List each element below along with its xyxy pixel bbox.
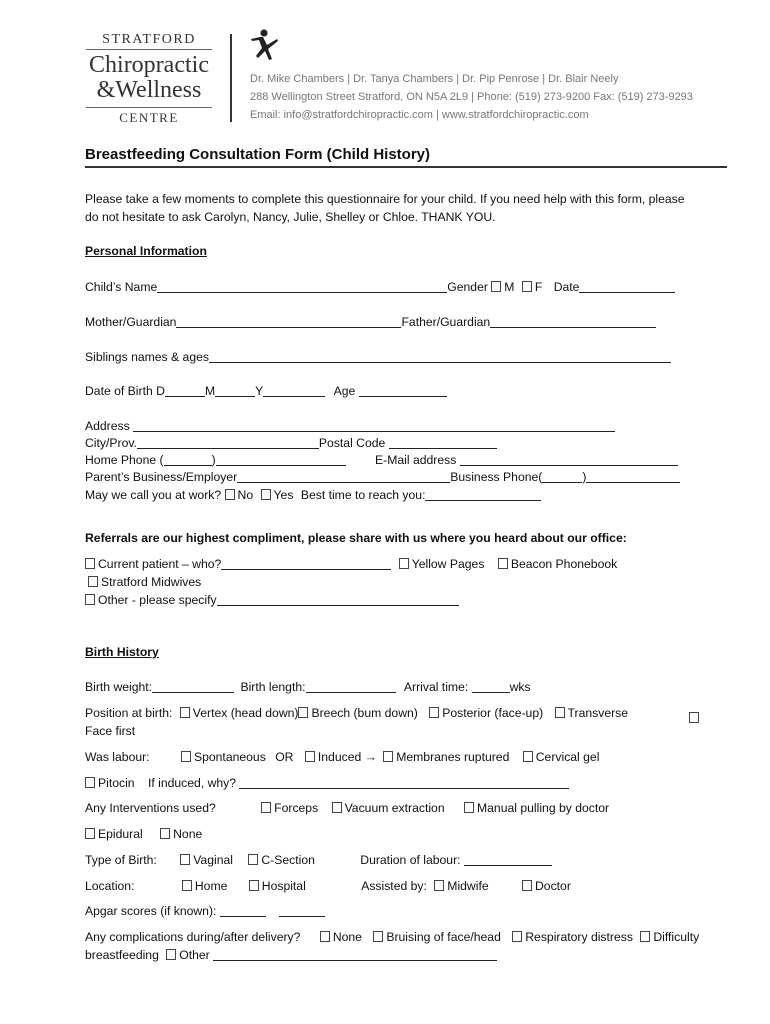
induced-label: Induced → <box>317 750 377 764</box>
call-work-no-label: No <box>237 488 254 502</box>
none-intervention-label: None <box>173 827 203 841</box>
birth-weight-label: Birth weight: <box>85 680 153 694</box>
complications-row <box>85 930 699 944</box>
call-work-no-checkbox[interactable] <box>225 489 235 500</box>
if-induced-field[interactable] <box>239 777 569 789</box>
vaginal-label: Vaginal <box>193 853 233 867</box>
call-work-label: May we call you at work? <box>85 488 222 502</box>
dob-label: Date of Birth D <box>85 384 165 398</box>
address-row <box>85 419 615 433</box>
childs-name-row <box>85 280 675 294</box>
clinic-address: 288 Wellington Street Stratford, ON N5A 2L9 | Phone: (519) 273-9200 Fax: (519) 273-9293 <box>250 91 693 103</box>
manual-label: Manual pulling by doctor <box>477 801 610 815</box>
difficulty-checkbox[interactable] <box>640 931 650 942</box>
face-first-checkbox-wrap <box>689 709 702 727</box>
home-label: Home <box>194 879 228 893</box>
parents-row <box>85 315 656 329</box>
current-patient-checkbox[interactable] <box>85 558 95 569</box>
dob-y-label: Y <box>255 384 264 398</box>
city-field[interactable] <box>137 437 319 449</box>
age-label: Age <box>333 384 356 398</box>
birth-length-field[interactable] <box>306 681 396 693</box>
labour-row <box>85 750 599 764</box>
home-checkbox[interactable] <box>182 880 192 891</box>
membranes-label: Membranes ruptured <box>396 750 510 764</box>
manual-checkbox[interactable] <box>464 802 474 813</box>
siblings-row <box>85 350 671 364</box>
epidural-row <box>85 827 202 841</box>
current-patient-label: Current patient – who? <box>98 557 222 571</box>
father-field[interactable] <box>490 316 656 328</box>
email-label: E-Mail address <box>375 453 457 467</box>
business-row <box>85 470 680 484</box>
midwives-checkbox[interactable] <box>88 576 98 587</box>
call-work-yes-label: Yes <box>273 488 294 502</box>
face-first-checkbox[interactable] <box>689 712 699 723</box>
clinic-contact: Email: info@stratfordchiropractic.com | www.stratfordchiropractic.com <box>250 109 589 121</box>
address-label: Address <box>85 419 130 433</box>
dob-m-label: M <box>204 384 216 398</box>
home-phone-paren: ) <box>211 453 216 467</box>
complications-label: Any complications during/after delivery? <box>85 930 301 944</box>
doctor-label: Doctor <box>535 879 571 893</box>
intro-line-2: do not hesitate to ask Carolyn, Nancy, Julie, Shelley or Chloe. THANK YOU. <box>85 210 496 224</box>
home-phone-field[interactable] <box>216 454 346 466</box>
arrival-field[interactable] <box>472 681 510 693</box>
business-phone-paren: ) <box>582 470 587 484</box>
cervical-label: Cervical gel <box>535 750 600 764</box>
referrals-row-2 <box>88 575 201 589</box>
vaginal-checkbox[interactable] <box>180 854 190 865</box>
transverse-checkbox[interactable] <box>555 707 565 718</box>
pitocin-label: Pitocin <box>98 776 135 790</box>
location-row <box>85 879 571 893</box>
spontaneous-checkbox[interactable] <box>181 751 191 762</box>
home-phone-area-field[interactable] <box>164 454 212 466</box>
mother-label: Mother/Guardian <box>85 315 177 329</box>
other-referral-label: Other - please specify <box>98 593 217 607</box>
apgar-1-field[interactable] <box>220 905 266 917</box>
difficulty-label: Difficulty <box>653 930 700 944</box>
siblings-field[interactable] <box>209 351 671 363</box>
interventions-label: Any Interventions used? <box>85 801 216 815</box>
date-label: Date <box>553 280 580 294</box>
best-time-field[interactable] <box>425 489 541 501</box>
intro-line-1: Please take a few moments to complete this questionnaire for your child. If you need help with this form, please <box>85 192 685 206</box>
age-field[interactable] <box>359 385 447 397</box>
dob-row <box>85 384 447 398</box>
position-label: Position at birth: <box>85 706 173 720</box>
date-field[interactable] <box>579 281 675 293</box>
bruising-label: Bruising of face/head <box>386 930 501 944</box>
gender-label: Gender <box>447 280 488 294</box>
childs-name-label: Child’s Name <box>85 280 158 294</box>
title-rule <box>85 166 727 168</box>
comp-other-field[interactable] <box>213 949 497 961</box>
call-work-row <box>85 488 541 502</box>
midwives-label: Stratford Midwives <box>101 575 202 589</box>
arrival-label: Arrival time: <box>403 680 469 694</box>
apgar-row <box>85 904 325 918</box>
location-label: Location: <box>85 879 135 893</box>
induced-checkbox[interactable] <box>305 751 315 762</box>
clinic-logo <box>86 32 212 126</box>
breech-checkbox[interactable] <box>298 707 308 718</box>
comp-none-checkbox[interactable] <box>320 931 330 942</box>
city-row <box>85 436 497 450</box>
cervical-checkbox[interactable] <box>523 751 533 762</box>
beacon-label: Beacon Phonebook <box>510 557 618 571</box>
dob-day-field[interactable] <box>165 385 205 397</box>
forceps-checkbox[interactable] <box>261 802 271 813</box>
apgar-label: Apgar scores (if known): <box>85 904 217 918</box>
forceps-label: Forceps <box>274 801 319 815</box>
home-phone-row <box>85 453 678 467</box>
csection-label: C-Section <box>261 853 315 867</box>
logo-line-stratford: STRATFORD <box>86 32 212 50</box>
midwife-checkbox[interactable] <box>434 880 444 891</box>
apgar-2-field[interactable] <box>279 905 325 917</box>
yellow-pages-label: Yellow Pages <box>411 557 485 571</box>
epidural-label: Epidural <box>98 827 143 841</box>
birth-history-heading: Birth History <box>85 645 159 659</box>
pitocin-checkbox[interactable] <box>85 777 95 788</box>
doctor-checkbox[interactable] <box>522 880 532 891</box>
referrals-row-1 <box>85 557 617 571</box>
wks-label: wks <box>509 680 531 694</box>
gender-f-checkbox[interactable] <box>522 281 532 292</box>
birth-length-label: Birth length: <box>240 680 306 694</box>
if-induced-label: If induced, why? <box>147 776 237 790</box>
or-label: OR <box>275 750 294 764</box>
breech-label: Breech (bum down) <box>311 706 418 720</box>
yellow-pages-checkbox[interactable] <box>399 558 409 569</box>
duration-field[interactable] <box>464 854 552 866</box>
birth-measure-row <box>85 680 531 694</box>
duration-label: Duration of labour: <box>360 853 461 867</box>
vertex-label: Vertex (head down) <box>192 706 299 720</box>
comp-none-label: None <box>332 930 362 944</box>
form-title: Breastfeeding Consultation Form (Child History) <box>85 146 431 163</box>
logo-line-chiropractic: Chiropractic <box>89 52 209 78</box>
membranes-checkbox[interactable] <box>383 751 393 762</box>
gender-m-label: M <box>504 280 515 294</box>
gender-m-checkbox[interactable] <box>491 281 501 292</box>
business-phone-area-field[interactable] <box>542 471 582 483</box>
bruising-checkbox[interactable] <box>373 931 383 942</box>
hospital-checkbox[interactable] <box>249 880 259 891</box>
csection-checkbox[interactable] <box>248 854 258 865</box>
comp-other-label: Other <box>179 948 210 962</box>
birth-weight-field[interactable] <box>152 681 234 693</box>
header-divider <box>230 34 232 122</box>
assisted-label: Assisted by: <box>361 879 427 893</box>
current-patient-field[interactable] <box>221 558 391 570</box>
email-field[interactable] <box>460 454 678 466</box>
none-intervention-checkbox[interactable] <box>160 828 170 839</box>
referrals-heading: Referrals are our highest compliment, please share with us where you heard about our office: <box>85 531 627 545</box>
position-row <box>85 706 628 720</box>
breastfeeding-label: breastfeeding <box>85 948 159 962</box>
birth-type-label: Type of Birth: <box>85 853 157 867</box>
martial-arts-figure-icon <box>250 28 286 62</box>
referrals-row-3 <box>85 593 459 607</box>
labour-label: Was labour: <box>85 750 150 764</box>
personal-info-heading: Personal Information <box>85 244 207 258</box>
logo-line-centre: CENTRE <box>86 107 212 126</box>
doctor-list: Dr. Mike Chambers | Dr. Tanya Chambers | Dr. Pip Penrose | Dr. Blair Neely <box>250 73 619 85</box>
epidural-checkbox[interactable] <box>85 828 95 839</box>
other-referral-checkbox[interactable] <box>85 594 95 605</box>
siblings-label: Siblings names & ages <box>85 350 209 364</box>
vertex-checkbox[interactable] <box>180 707 190 718</box>
other-referral-field[interactable] <box>217 594 459 606</box>
father-label: Father/Guardian <box>401 315 491 329</box>
city-label: City/Prov. <box>85 436 137 450</box>
home-phone-label: Home Phone ( <box>85 453 164 467</box>
business-phone-field[interactable] <box>586 471 680 483</box>
midwife-label: Midwife <box>447 879 489 893</box>
postal-label: Postal Code <box>318 436 386 450</box>
pitocin-row <box>85 776 569 790</box>
logo-line-wellness: &Wellness <box>96 77 202 103</box>
spontaneous-label: Spontaneous <box>193 750 266 764</box>
dob-month-field[interactable] <box>215 385 255 397</box>
gender-f-label: F <box>534 280 543 294</box>
address-field[interactable] <box>133 420 615 432</box>
face-first-label: Face first <box>85 724 136 738</box>
birth-type-row <box>85 853 552 867</box>
complications-row-2 <box>85 948 497 962</box>
dob-year-field[interactable] <box>263 385 325 397</box>
call-work-yes-checkbox[interactable] <box>261 489 271 500</box>
respiratory-label: Respiratory distress <box>525 930 633 944</box>
parent-business-field[interactable] <box>237 471 450 483</box>
posterior-checkbox[interactable] <box>429 707 439 718</box>
beacon-checkbox[interactable] <box>498 558 508 569</box>
childs-name-field[interactable] <box>157 281 447 293</box>
parent-business-label: Parent’s Business/Employer <box>85 470 238 484</box>
respiratory-checkbox[interactable] <box>512 931 522 942</box>
transverse-label: Transverse <box>567 706 629 720</box>
hospital-label: Hospital <box>261 879 306 893</box>
postal-field[interactable] <box>389 437 497 449</box>
vacuum-label: Vacuum extraction <box>344 801 445 815</box>
posterior-label: Posterior (face-up) <box>442 706 544 720</box>
interventions-row <box>85 801 609 815</box>
vacuum-checkbox[interactable] <box>332 802 342 813</box>
mother-field[interactable] <box>176 316 401 328</box>
business-phone-label: Business Phone( <box>450 470 543 484</box>
best-time-label: Best time to reach you: <box>300 488 426 502</box>
comp-other-checkbox[interactable] <box>166 949 176 960</box>
